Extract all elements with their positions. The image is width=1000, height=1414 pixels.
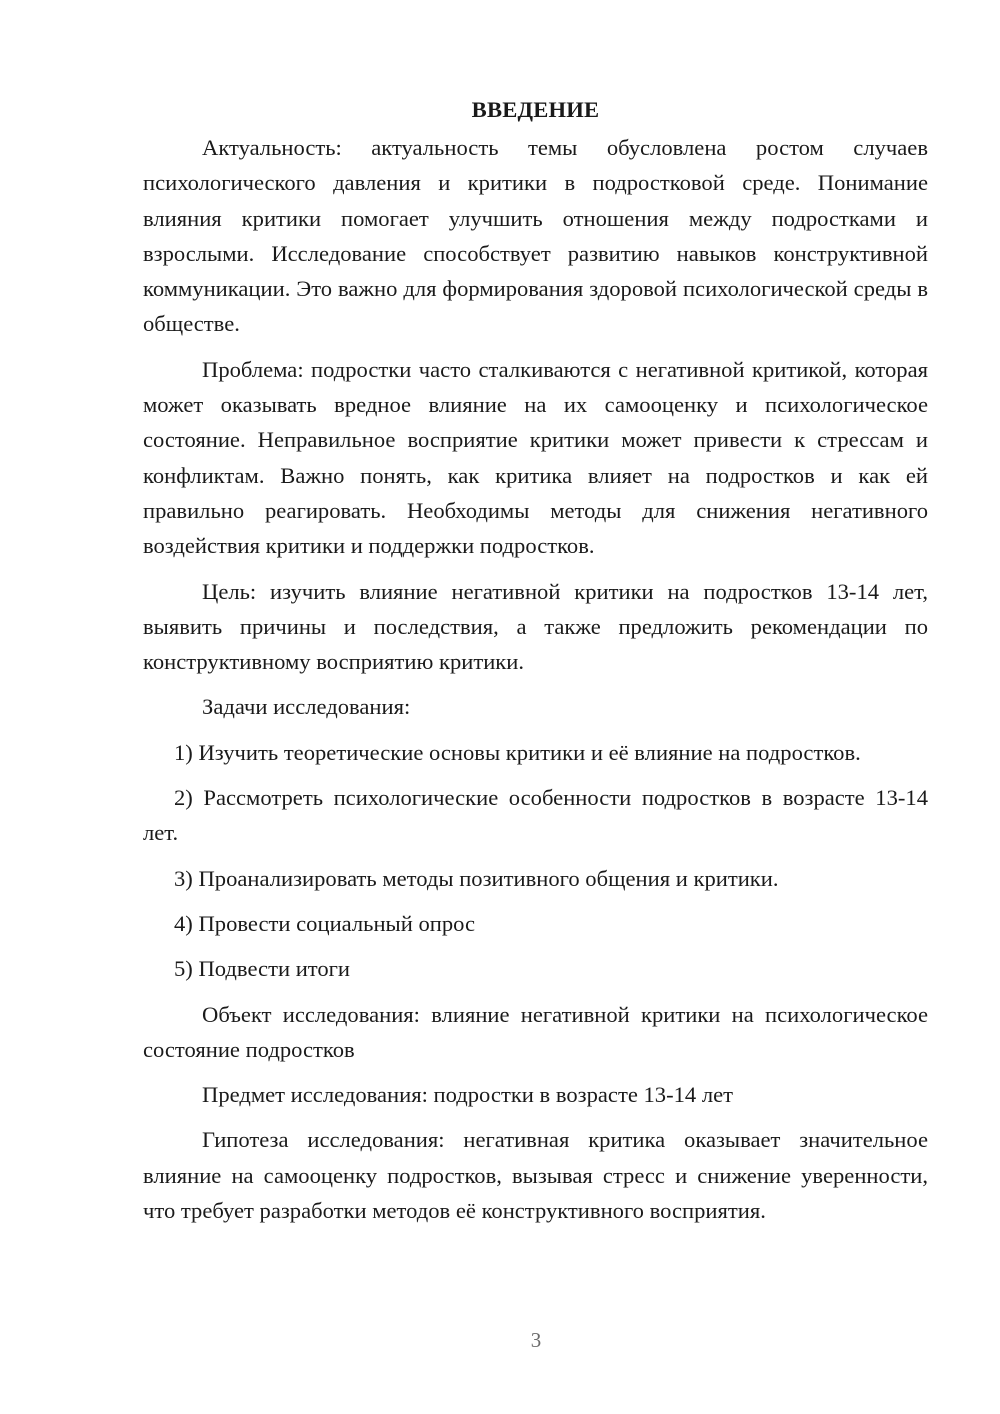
subject-paragraph: Предмет исследования: подростки в возрасте 13-14 лет: [202, 1082, 734, 1108]
object-paragraph: Объект исследования: влияние негативной критики на психологическое состояние подростков: [143, 1001, 928, 1062]
goal-paragraph: Цель: изучить влияние негативной критики на подростков 13-14 лет, выявить причины и последствия, а также предложить рекомендации по конструктивному восприятию критики.: [143, 578, 928, 675]
list-item: 3) Проанализировать методы позитивного общения и критики.: [174, 865, 779, 891]
page-number: 3: [530, 1328, 542, 1352]
hypothesis-paragraph: Гипотеза исследования: негативная критика оказывает значительное влияние на самооценку подростков, вызывая стресс и снижение уверенности, что требует разработки методов её конструктивного восприятия.: [143, 1127, 928, 1224]
page-title: ВВЕДЕНИЕ: [471, 97, 600, 122]
relevance-paragraph: Актуальность: актуальность темы обусловлена ростом случаев психологического давления и критики в подростковой среде. Понимание влияния критики помогает улучшить отношения между подростками и взрослыми. Исследование способствует развитию навыков конструктивной коммуникации. Это важно для формирования здоровой психологической среды в обществе.: [143, 135, 928, 337]
list-item: 5) Подвести итоги: [174, 956, 351, 982]
list-item: 4) Провести социальный опрос: [174, 910, 476, 936]
list-item: 1) Изучить теоретические основы критики и её влияние на подростков.: [174, 739, 861, 765]
document-page: [143, 92, 928, 1238]
tasks-list: [143, 735, 928, 987]
problem-paragraph: Проблема: подростки часто сталкиваются с негативной критикой, которая может оказывать вредное влияние на их самооценку и психологическое состояние. Неправильное восприятие критики может привести к стрессам и конфликтам. Важно понять, как критика влияет на подростков и как ей правильно реагировать. Необходимы методы для снижения негативного воздействия критики и поддержки подростков.: [143, 356, 928, 559]
tasks-heading: Задачи исследования:: [202, 694, 411, 720]
list-item: 2) Рассмотреть психологические особенности подростков в возрасте 13-14 лет.: [143, 785, 928, 846]
